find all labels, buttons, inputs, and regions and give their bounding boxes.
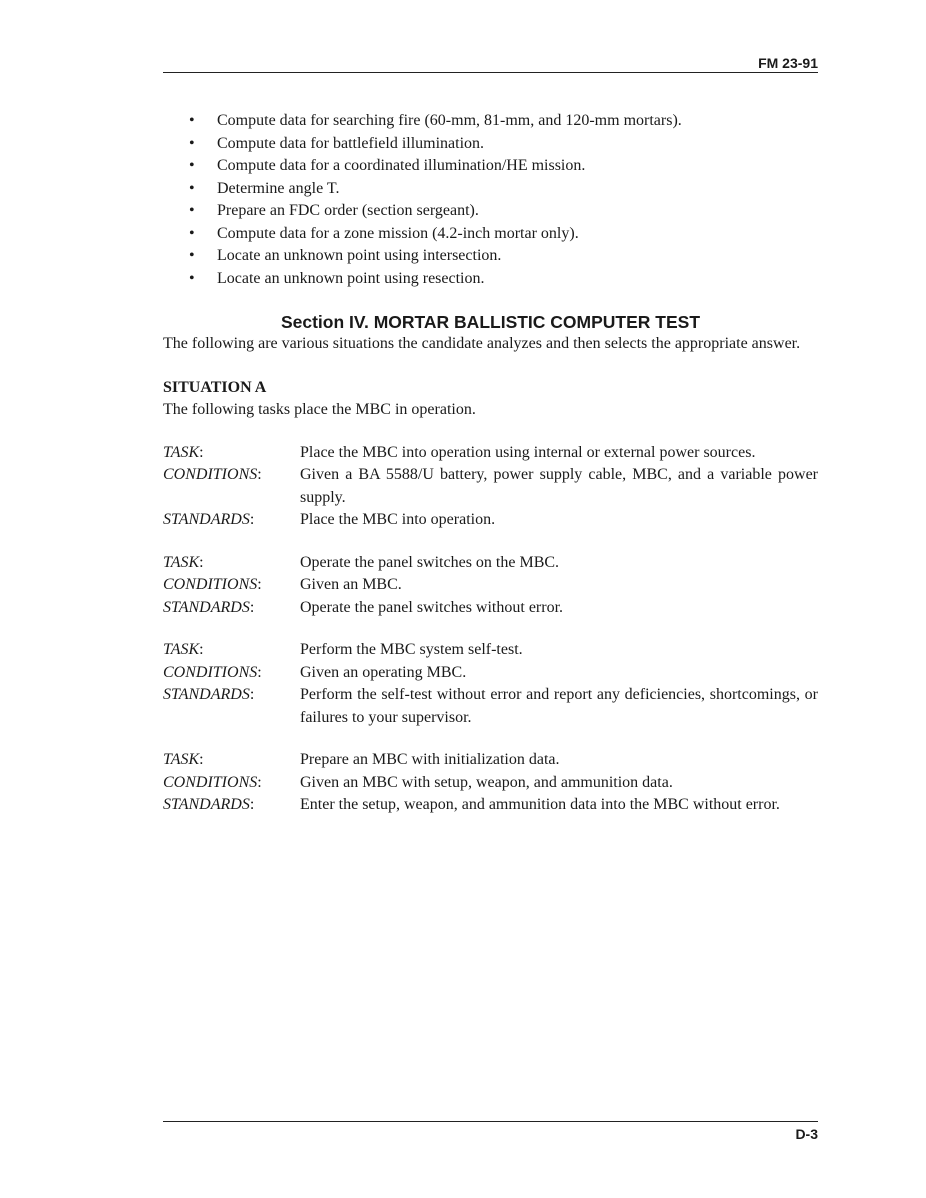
task-block <box>163 552 818 620</box>
header-rule <box>163 72 818 73</box>
standards-value: Enter the setup, weapon, and ammunition data into the MBC without error. <box>300 796 780 813</box>
list-item: • Determine angle T. <box>189 178 818 201</box>
situation-title: SITUATION A <box>163 378 267 396</box>
page-body <box>163 110 818 817</box>
standards-row <box>163 509 818 532</box>
standards-value: Place the MBC into operation. <box>300 511 496 528</box>
standards-row <box>163 684 818 729</box>
list-item: • Compute data for battlefield illumination. <box>189 133 818 156</box>
task-row <box>163 639 818 662</box>
task-value: Operate the panel switches on the MBC. <box>300 553 560 571</box>
task-value: Place the MBC into operation using internal or external power sources. <box>300 443 756 461</box>
conditions-label: CONDITIONS: <box>163 773 262 791</box>
task-label: TASK: <box>163 751 204 768</box>
standards-row <box>163 794 818 817</box>
standards-label: STANDARDS: <box>163 511 255 528</box>
task-bullet-list <box>163 110 818 290</box>
conditions-value: Given a BA 5588/U battery, power supply cable, MBC, and a variable power supply. <box>300 466 818 506</box>
page-number: D-3 <box>795 1126 818 1142</box>
conditions-label: CONDITIONS: <box>163 663 262 681</box>
standards-label: STANDARDS: <box>163 598 255 616</box>
document-id: FM 23-91 <box>758 55 818 71</box>
task-row <box>163 442 818 465</box>
standards-label: STANDARDS: <box>163 686 255 703</box>
conditions-value: Given an operating MBC. <box>300 663 467 681</box>
task-block <box>163 639 818 729</box>
task-row <box>163 749 818 772</box>
list-item: • Locate an unknown point using resection. <box>189 268 818 291</box>
list-item: • Locate an unknown point using intersection. <box>189 245 818 268</box>
task-label: TASK: <box>163 553 204 571</box>
situation-text: The following tasks place the MBC in operation. <box>163 401 476 418</box>
task-block <box>163 442 818 532</box>
conditions-label: CONDITIONS: <box>163 576 262 593</box>
standards-value: Operate the panel switches without error. <box>300 598 564 616</box>
footer-rule <box>163 1121 818 1122</box>
conditions-value: Given an MBC. <box>300 576 402 593</box>
conditions-row <box>163 574 818 597</box>
task-value: Perform the MBC system self-test. <box>300 641 523 658</box>
list-item: • Prepare an FDC order (section sergeant). <box>189 200 818 223</box>
task-row <box>163 552 818 575</box>
task-label: TASK: <box>163 641 204 658</box>
conditions-label: CONDITIONS: <box>163 466 262 483</box>
conditions-value: Given an MBC with setup, weapon, and ammunition data. <box>300 773 673 791</box>
standards-row <box>163 597 818 620</box>
task-block <box>163 749 818 817</box>
list-item: • Compute data for a coordinated illumination/HE mission. <box>189 155 818 178</box>
conditions-row <box>163 772 818 795</box>
list-item: • Compute data for searching fire (60-mm, 81-mm, and 120-mm mortars). <box>189 110 818 133</box>
section-title: Section IV. MORTAR BALLISTIC COMPUTER TEST <box>280 312 701 332</box>
standards-value: Perform the self-test without error and report any deficiencies, shortcomings, or failures to your supervisor. <box>300 686 818 726</box>
section-intro: The following are various situations the candidate analyzes and then selects the appropriate answer. <box>163 335 801 352</box>
conditions-row <box>163 662 818 685</box>
conditions-row <box>163 464 818 509</box>
task-value: Prepare an MBC with initialization data. <box>300 751 560 768</box>
standards-label: STANDARDS: <box>163 796 255 813</box>
list-item: • Compute data for a zone mission (4.2-inch mortar only). <box>189 223 818 246</box>
task-label: TASK: <box>163 443 204 461</box>
